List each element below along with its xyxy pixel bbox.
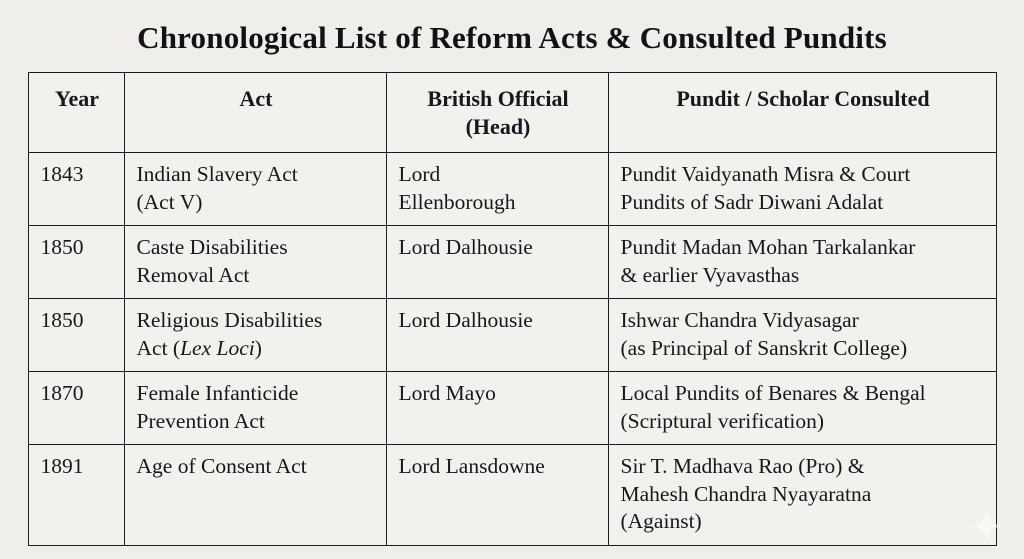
cell-pundit-line3: (Against): [620, 509, 702, 534]
cell-official-line1: Lord Mayo: [398, 381, 496, 406]
cell-act: [124, 153, 386, 226]
cell-act-line1: Religious Disabilities: [136, 308, 323, 333]
cell-official: [386, 445, 608, 546]
cell-pundit: [608, 226, 996, 299]
cell-pundit: [608, 445, 996, 546]
cell-act-line2: Removal Act: [136, 262, 250, 287]
cell-pundit-line2: (as Principal of Sanskrit College): [620, 335, 908, 360]
table-row: [28, 445, 996, 546]
cell-act-line1: Age of Consent Act: [136, 454, 307, 479]
cell-year: 1850: [28, 226, 124, 299]
cell-act-line2-pre: Act (: [136, 335, 181, 360]
cell-pundit-line1: Pundit Madan Mohan Tarkalankar: [620, 235, 916, 260]
cell-official-line2: Ellenborough: [398, 189, 516, 214]
cell-year: 1850: [28, 299, 124, 372]
cell-pundit: [608, 372, 996, 445]
cell-pundit-line2: Pundits of Sadr Diwani Adalat: [620, 189, 884, 214]
table-body: [28, 153, 996, 546]
cell-pundit-line1: Pundit Vaidyanath Misra & Court: [620, 162, 911, 186]
table-row: [28, 153, 996, 226]
column-header-official-line1: British Official: [427, 86, 569, 111]
cell-act: [124, 299, 386, 372]
cell-pundit: [608, 153, 996, 226]
cell-pundit-line2: & earlier Vyavasthas: [620, 262, 800, 287]
page-title: Chronological List of Reform Acts & Consulted Pundits: [137, 20, 887, 55]
column-header-year: Year: [28, 73, 124, 153]
cell-year: 1891: [28, 445, 124, 546]
cell-pundit-line1: Ishwar Chandra Vidyasagar: [620, 308, 859, 333]
column-header-official-line2: (Head): [465, 113, 531, 139]
cell-year: 1870: [28, 372, 124, 445]
cell-official: [386, 372, 608, 445]
cell-act: [124, 445, 386, 546]
table-row: [28, 372, 996, 445]
cell-official: [386, 299, 608, 372]
cell-official: [386, 226, 608, 299]
cell-act-line2: (Act V): [136, 189, 203, 214]
cell-pundit: [608, 299, 996, 372]
cell-act-line1: Female Infanticide: [136, 381, 299, 406]
cell-pundit-line2: (Scriptural verification): [620, 408, 825, 433]
cell-official-line1: Lord Dalhousie: [398, 308, 533, 333]
cell-act-line2: Prevention Act: [136, 408, 265, 433]
cell-official-line1: Lord Dalhousie: [398, 235, 533, 260]
cell-act: [124, 226, 386, 299]
cell-act: [124, 372, 386, 445]
cell-act-line1: Caste Disabilities: [136, 235, 288, 260]
cell-pundit-line1: Local Pundits of Benares & Bengal: [620, 381, 926, 406]
cell-act-line2-post: ): [254, 335, 262, 360]
cell-act-line2-italic: Lex Loci: [180, 335, 255, 360]
table-row: [28, 226, 996, 299]
cell-official-line1: Lord Lansdowne: [398, 454, 545, 479]
table-row: [28, 299, 996, 372]
column-header-official: [386, 73, 608, 153]
cell-official-line1: Lord: [398, 162, 441, 186]
table-header-row: [28, 73, 996, 153]
cell-act-line2: [137, 335, 376, 363]
cell-act-line1: Indian Slavery Act: [136, 162, 298, 186]
cell-pundit-line2: Mahesh Chandra Nyayaratna: [620, 481, 872, 506]
table-header: [28, 73, 996, 153]
cell-year: 1843: [28, 153, 124, 226]
column-header-act: Act: [124, 73, 386, 153]
cell-pundit-line1: Sir T. Madhava Rao (Pro) &: [620, 454, 865, 479]
reform-acts-table: [28, 72, 997, 546]
cell-official: [386, 153, 608, 226]
column-header-pundit: Pundit / Scholar Consulted: [608, 73, 996, 153]
